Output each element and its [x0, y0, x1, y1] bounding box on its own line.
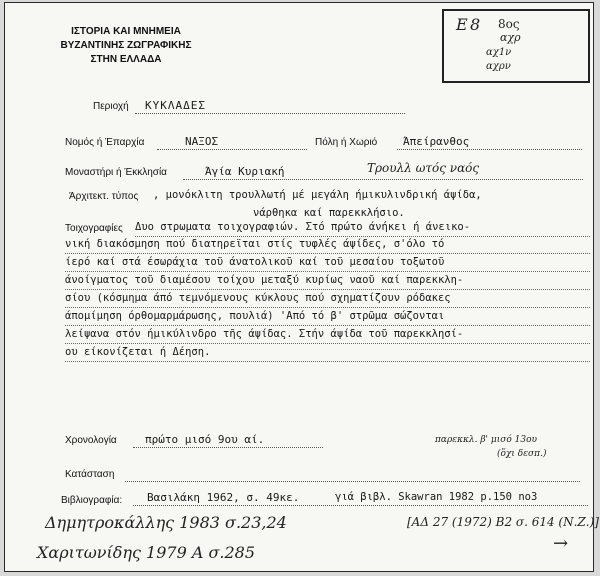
murals-line: άνοίγματος τοῦ διαμέσου τοίχου μεταξύ κυρίως ναοῦ καί παρεκκλη- — [65, 272, 590, 290]
date-note-2: (ὅχι δεσπ.) — [497, 449, 547, 459]
header-line-2: ΒΥΖΑΝΤΙΝΗΣ ΖΩΓΡΑΦΙΚΗΣ — [60, 40, 192, 51]
code-abbr: αχρ — [500, 31, 521, 44]
murals-line: νική διακόσμηση πού διατηρεϊται στίς τυφλές άψίδες, σ'όλο τό — [65, 236, 590, 254]
date-value: πρώτο μισό 9ου αί. — [145, 433, 265, 446]
type-value-2: νάρθηκα καί παρεκκλήσιο. — [253, 207, 405, 219]
code-century: 8ος — [498, 17, 520, 31]
date-note-1: παρεκκλ. β' μισό 13ου — [435, 435, 538, 445]
classification-box — [442, 9, 590, 83]
region-line — [135, 113, 405, 114]
city-value: Άπείρανθος — [403, 135, 470, 148]
murals-first-line — [135, 219, 590, 237]
prefecture-line — [157, 149, 307, 150]
handwritten-ref-2: Χαριτωνίδης 1979 Α σ.285 — [37, 543, 256, 562]
murals-text — [65, 236, 590, 362]
murals-line: σίου (κόσμημα άπό τεμνόμενους κύκλους πού σχηματίζουν ρόδακες — [65, 290, 590, 308]
monastery-note: Τρουλλ ωτός ναός — [367, 161, 480, 175]
biblio-label: Βιβλιογραφία: — [61, 495, 123, 506]
region-label: Περιοχή — [93, 101, 129, 112]
city-label: Πόλη ή Χωριό — [315, 137, 378, 148]
catalog-card — [4, 2, 599, 572]
state-line — [125, 481, 580, 482]
code-note-2: αχρν — [486, 61, 511, 72]
murals-line: ου είκονίζεται ή Δέηση. — [65, 344, 590, 362]
monastery-line — [183, 179, 583, 180]
monastery-label: Μοναστήρι ή Έκκλησία — [65, 167, 167, 178]
handwritten-ref-3: [ΑΔ 27 (1972) Β2 σ. 614 (Ν.Ζ.)] — [407, 515, 599, 529]
prefecture-label: Νομός ή Έπαρχία — [65, 137, 145, 148]
city-line — [397, 149, 582, 150]
murals-label: Τοιχογραφίες — [65, 223, 123, 234]
biblio-line — [133, 505, 588, 506]
header-line-1: ΙΣΤΟΡΙΑ ΚΑΙ ΜΝΗΜΕΙΑ — [71, 26, 181, 37]
murals-line: άπομίμηση όρθομαρμάρωσης, πουλιά) 'Από τό β' στρῶμα σώζονται — [65, 308, 590, 326]
state-label: Κατάσταση — [65, 469, 115, 480]
murals-line: λείψανα στόν ήμικύλινδρο τῆς άψίδας. Στήν άψίδα τοῦ παρεκκλησί- — [65, 326, 590, 344]
type-label: Άρχιτεκτ. τύπος — [69, 191, 139, 202]
murals-line: Δυο στρωματα τοιχογραφιών. Στό πρώτο άνήκει ή άνεικο- — [135, 219, 590, 237]
code-note-1: αχ1ν — [486, 47, 512, 58]
region-value: ΚΥΚΛΑΔΕΣ — [145, 99, 206, 112]
code-letter: Ε — [456, 15, 468, 34]
arrow-icon: → — [553, 533, 569, 554]
biblio-value: Βασιλάκη 1962, σ. 49κε. — [147, 491, 300, 504]
handwritten-ref-1: Δημητροκάλλης 1983 σ.23,24 — [45, 513, 287, 532]
monastery-value: Άγία Κυριακή — [205, 165, 285, 178]
murals-line: ίερό καί στά έσωράχια τοῦ άνατολικοῦ καί τοῦ μεσαίου τοξωτοῦ — [65, 254, 590, 272]
card-header — [41, 25, 211, 67]
date-label: Χρονολογία — [65, 435, 117, 446]
biblio-value-2: γιά βιβλ. Skawran 1982 p.150 no3 — [335, 491, 538, 503]
type-value: , μονόκλιτη τρουλλωτή μέ μεγάλη ήμικυλινδρική άψίδα, — [153, 189, 482, 201]
prefecture-value: ΝΑΞΟΣ — [185, 135, 219, 148]
code-number: 8 — [470, 15, 481, 34]
date-line — [133, 447, 323, 448]
header-line-3: ΣΤΗΝ ΕΛΛΑΔΑ — [90, 54, 162, 65]
